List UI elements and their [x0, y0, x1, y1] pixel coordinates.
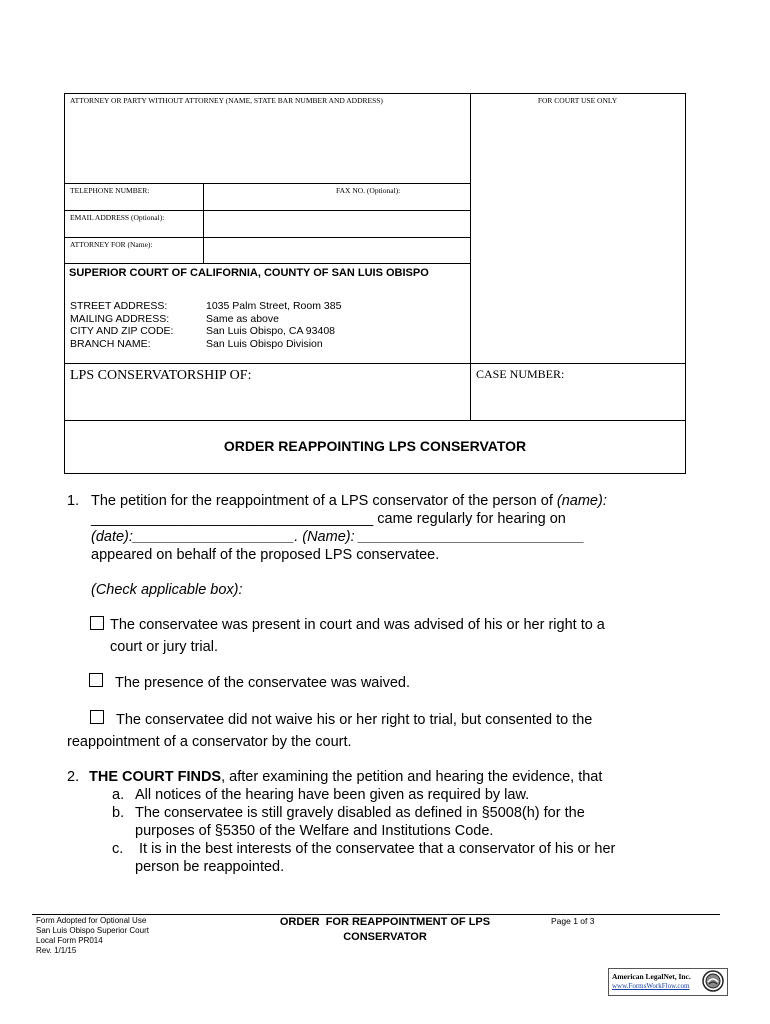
form-title: ORDER REAPPOINTING LPS CONSERVATOR [223, 438, 527, 454]
item2-b-label: b. [112, 805, 125, 821]
option1-line1: The conservatee was present in court and was advised of his or her right to a [110, 617, 605, 633]
item1-number: 1. [67, 493, 80, 509]
option3-line1: The conservatee did not waive his or her right to trial, but consented to the [116, 712, 593, 728]
attorney-for-field[interactable] [205, 249, 467, 261]
footer-local-form: Local Form PR014 [36, 936, 103, 945]
conservatee-name-field[interactable] [68, 388, 466, 416]
option2-text: The presence of the conservatee was waived. [115, 675, 410, 691]
case-number-label: CASE NUMBER: [476, 367, 565, 381]
item2-intro: , after examining the petition and hearing the evidence, that [221, 769, 603, 785]
footer-court: San Luis Obispo Superior Court [36, 926, 149, 935]
option3-checkbox[interactable] [90, 710, 104, 724]
footer-title-line1: ORDER FOR REAPPOINTMENT OF LPS [279, 916, 491, 928]
option1-line2: court or jury trial. [110, 639, 218, 655]
telephone-field[interactable] [205, 196, 333, 208]
footer-rule [32, 914, 720, 915]
telephone-label: TELEPHONE NUMBER: [70, 186, 150, 195]
footer-page: Page 1 of 3 [551, 916, 595, 926]
option2-checkbox[interactable] [89, 673, 103, 687]
branch-label: BRANCH NAME: [70, 337, 151, 350]
brand-name: American LegalNet, Inc. [612, 972, 691, 981]
matter-label: LPS CONSERVATORSHIP OF: [70, 368, 252, 383]
mailing-label: MAILING ADDRESS: [70, 312, 170, 325]
item1-line2: ___________________________________ came regularly for hearing on [91, 511, 566, 527]
street-label: STREET ADDRESS: [70, 300, 168, 312]
item2-a-text: All notices of the hearing have been given as required by law. [135, 787, 530, 803]
option3-line2: reappointment of a conservator by the court. [67, 734, 352, 750]
footer-rev: Rev. 1/1/15 [36, 946, 77, 955]
item2-a-label: a. [112, 787, 125, 803]
email-label: EMAIL ADDRESS (Optional): [70, 213, 165, 222]
option1-checkbox[interactable] [90, 616, 104, 630]
court-use-label: FOR COURT USE ONLY [537, 96, 618, 105]
footer-adopted: Form Adopted for Optional Use [36, 916, 147, 925]
item1-line3: (date):____________________. (Name): ____________________________ [91, 529, 585, 545]
brand-badge[interactable] [608, 968, 728, 996]
item2-c-label: c. [112, 841, 124, 857]
court-name: SUPERIOR COURT OF CALIFORNIA, COUNTY OF SAN LUIS OBISPO [69, 267, 429, 279]
fax-label: FAX NO. (Optional): [336, 186, 401, 195]
attorney-for-label: ATTORNEY FOR (Name): [70, 240, 153, 249]
item2-b-line2: purposes of §5350 of the Welfare and Institutions Code. [135, 823, 494, 839]
item1-line1-text: The petition for the reappointment of a LPS conservator of the person of [91, 493, 557, 509]
mailing-value: Same as above [206, 312, 279, 325]
check-note: (Check applicable box): [91, 582, 243, 598]
item2-c-line1: It is in the best interests of the conservatee that a conservator of his or her [135, 841, 616, 857]
branch-value: San Luis Obispo Division [206, 337, 323, 350]
city-label: CITY AND ZIP CODE: [70, 325, 174, 337]
item1-line1 [91, 493, 607, 511]
item1-name-label: (name): [556, 493, 607, 509]
item2-heading: THE COURT FINDS [89, 769, 222, 785]
brand-logo-icon [702, 970, 724, 992]
attorney-address-field[interactable] [66, 106, 468, 181]
item2-number: 2. [67, 769, 80, 785]
brand-url[interactable]: www.FormsWorkFlow.com [612, 982, 690, 990]
case-number-field[interactable] [474, 384, 682, 416]
item2-intro-line [89, 769, 602, 787]
item2-c-line2: person be reappointed. [135, 859, 285, 875]
attorney-label: ATTORNEY OR PARTY WITHOUT ATTORNEY (NAME, STATE BAR NUMBER AND ADDRESS) [70, 96, 383, 105]
item1-line4: appeared on behalf of the proposed LPS conservatee. [91, 547, 440, 563]
footer-title-line2: CONSERVATOR [343, 931, 427, 943]
item2-b-line1: The conservatee is still gravely disabled as defined in §5008(h) for the [135, 805, 585, 821]
email-field[interactable] [205, 222, 467, 235]
street-value: 1035 Palm Street, Room 385 [206, 300, 342, 312]
city-value: San Luis Obispo, CA 93408 [206, 325, 336, 337]
